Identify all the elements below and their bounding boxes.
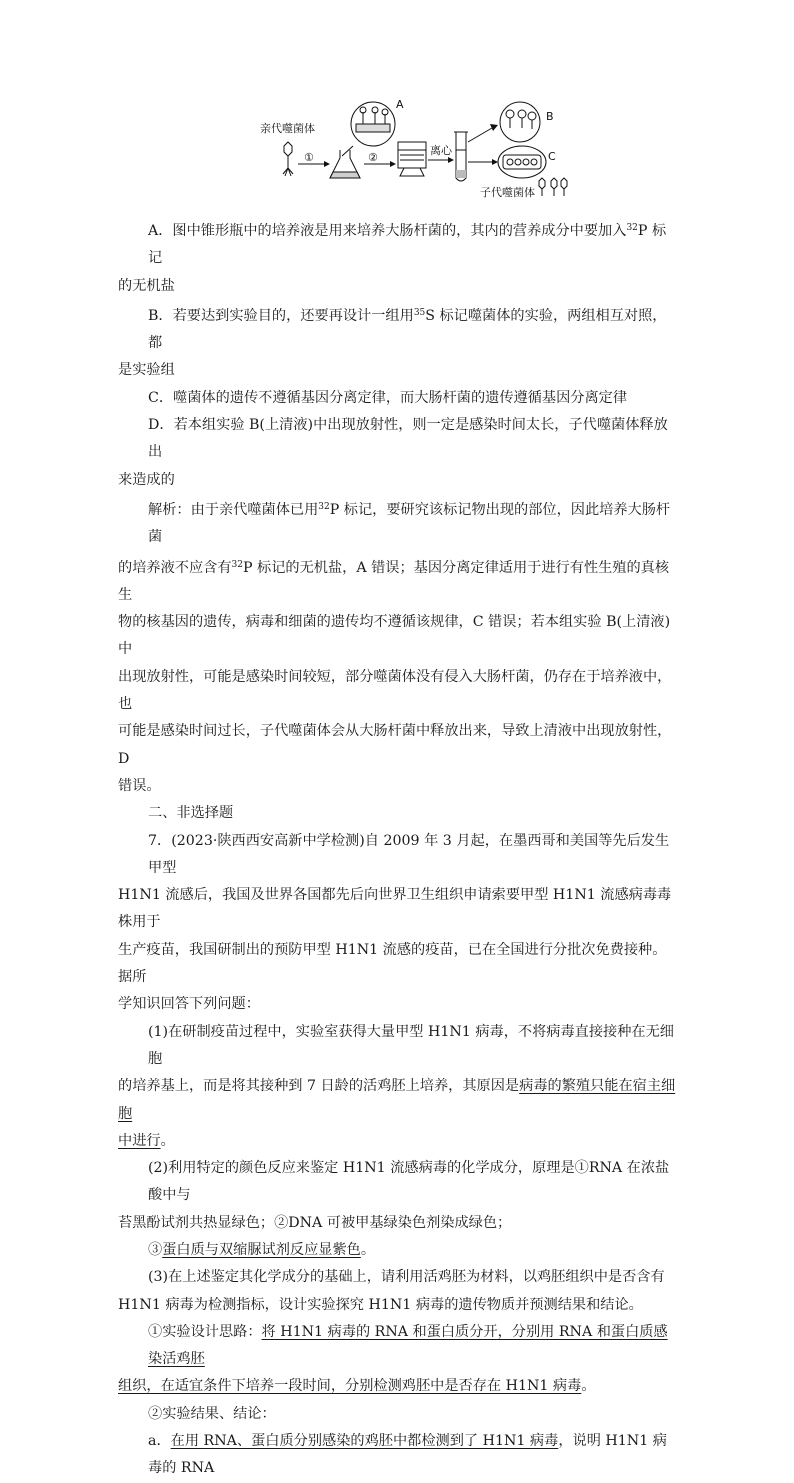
sub1-line1: (1)在研制疫苗过程中，实验室获得大量甲型 H1N1 病毒，不将病毒直接接种在无细胞 [148, 1023, 674, 1067]
analysis-line1: 解析：由于亲代噬菌体已用$^{32}$P 标记，要研究该标记物出现的部位，因此培养大肠杆菌 [148, 501, 671, 546]
sub3-line2: H1N1 病毒为检测指标，设计实验探究 H1N1 病毒的遗传物质并预测结果和结论。 [118, 1296, 643, 1313]
flask-icon [330, 150, 360, 178]
arrow-centrifuge-icon [428, 157, 454, 163]
result-a-line1: a．在用 RNA、蛋白质分别感染的鸡胚中都检测到了 H1N1 病毒，说明 H1N1 病毒的 RNA [148, 1433, 667, 1477]
answer-underline: 中进行 [118, 1132, 161, 1149]
option-b-line1: B．若要达到实验目的，还要再设计一组用$^{35}$S 标记噬菌体的实验，两组相互对照，都 [148, 307, 667, 352]
option-d-line2: 来造成的 [118, 471, 175, 488]
answer-underline: 病毒的繁殖只能在宿主细胞 [118, 1078, 676, 1122]
analysis-line2: 的培养液不应含有$^{32}$P 标记的无机盐，A 错误；基因分离定律适用于进行有性生殖的真核生 [118, 559, 670, 603]
q7-line4: 学知识回答下列问题： [118, 996, 260, 1013]
section-heading: 二、非选择题 [148, 805, 234, 822]
experiment-diagram [258, 98, 568, 204]
answer-underline: 蛋白质与双缩脲试剂反应显紫色 [162, 1241, 361, 1258]
offspring-phage-label: 子代噬菌体 [480, 186, 535, 199]
blender-icon [398, 142, 426, 176]
q7-line3: 生产疫苗，我国研制出的预防甲型 H1N1 流感的疫苗，已在全国进行分批次免费接种。据所 [118, 941, 667, 986]
centrifuge-label: 离心 [430, 144, 452, 157]
phage-experiment-figure [258, 98, 568, 204]
parent-phage-label: 亲代噬菌体 [260, 122, 315, 135]
analysis-line4: 出现放射性，可能是感染时间较短，部分噬菌体没有侵入大肠杆菌，仍存在于培养液中，也 [118, 668, 672, 713]
answer-underline: 组织，在适宜条件下培养一段时间，分别检测鸡胚中是否存在 H1N1 病毒 [118, 1378, 582, 1395]
arrow-to-b-icon [468, 124, 498, 142]
analysis-line5: 可能是感染时间过长，子代噬菌体会从大肠杆菌中释放出来，导致上清液中出现放射性，D [118, 723, 672, 767]
test-tube-icon [454, 132, 468, 181]
option-a-line2: 的无机盐 [118, 277, 175, 294]
option-b-line2: 是实验组 [118, 362, 175, 379]
option-a-line1: A．图中锥形瓶中的培养液是用来培养大肠杆菌的，其内的营养成分中要加入$^{32}$P 标记 [148, 223, 667, 267]
analysis-line3: 物的核基因的遗传，病毒和细菌的遗传均不遵循该规律，C 错误；若本组实验 B(上清液)中 [118, 614, 671, 658]
q7-line1: 7．(2023·陕西西安高新中学检测)自 2009 年 3 月起，在墨西哥和美国等先后发生甲型 [148, 832, 670, 876]
option-c: C．噬菌体的遗传不遵循基因分离定律，而大肠杆菌的遗传遵循基因分离定律 [148, 389, 628, 406]
sub2-line1: (2)利用特定的颜色反应来鉴定 H1N1 流感病毒的化学成分，原理是①RNA 在浓盐酸中与 [148, 1160, 670, 1204]
analysis-line6: 错误。 [118, 777, 161, 794]
offspring-phage-icon [539, 178, 567, 196]
sub1-line3: 中进行。 [118, 1132, 175, 1149]
label-A: A [396, 98, 404, 111]
option-d-line1: D．若本组实验 B(上清液)中出现放射性，则一定是感染时间太长，子代噬菌体释放出 [148, 417, 668, 461]
label-B: B [546, 110, 554, 123]
sub3-line1: (3)在上述鉴定其化学成分的基础上，请利用活鸡胚为材料，以鸡胚组织中是否含有 [148, 1269, 665, 1286]
label-C: C [548, 150, 556, 163]
arrow-to-c-icon [468, 159, 498, 165]
sub1-line2: 的培养基上，而是将其接种到 7 日龄的活鸡胚上培养，其原因是病毒的繁殖只能在宿主细胞 [118, 1078, 676, 1122]
arrow-step1-icon [298, 161, 330, 167]
sub2-line3: ③蛋白质与双缩脲试剂反应显紫色。 [148, 1241, 376, 1258]
answer-underline: 将 H1N1 病毒的 RNA 和蛋白质分开，分别用 RNA 和蛋白质感染活鸡胚 [148, 1323, 668, 1368]
design-line2: 组织，在适宜条件下培养一段时间，分别检测鸡胚中是否存在 H1N1 病毒。 [118, 1378, 596, 1395]
parent-phage-icon [283, 142, 293, 176]
magnified-bacteria-icon [342, 102, 395, 156]
supernatant-phages-icon [500, 102, 540, 142]
answer-underline: 在用 RNA、蛋白质分别感染的鸡胚中都检测到了 H1N1 病毒 [170, 1433, 559, 1450]
question-text [118, 215, 678, 1483]
results-heading: ②实验结果、结论： [148, 1405, 276, 1422]
precipitate-bacteria-icon [498, 146, 546, 178]
design-line1: ①实验设计思路：将 H1N1 病毒的 RNA 和蛋白质分开，分别用 RNA 和蛋白质感染活鸡胚 [148, 1323, 668, 1368]
sub2-line2: 苔黑酚试剂共热显绿色；②DNA 可被甲基绿染色剂染成绿色； [118, 1214, 512, 1231]
q7-line2: H1N1 流感后，我国及世界各国都先后向世界卫生组织申请索要甲型 H1N1 流感病毒毒株用于 [118, 887, 672, 931]
step2-label: ② [368, 151, 378, 164]
step1-label: ① [304, 151, 314, 164]
